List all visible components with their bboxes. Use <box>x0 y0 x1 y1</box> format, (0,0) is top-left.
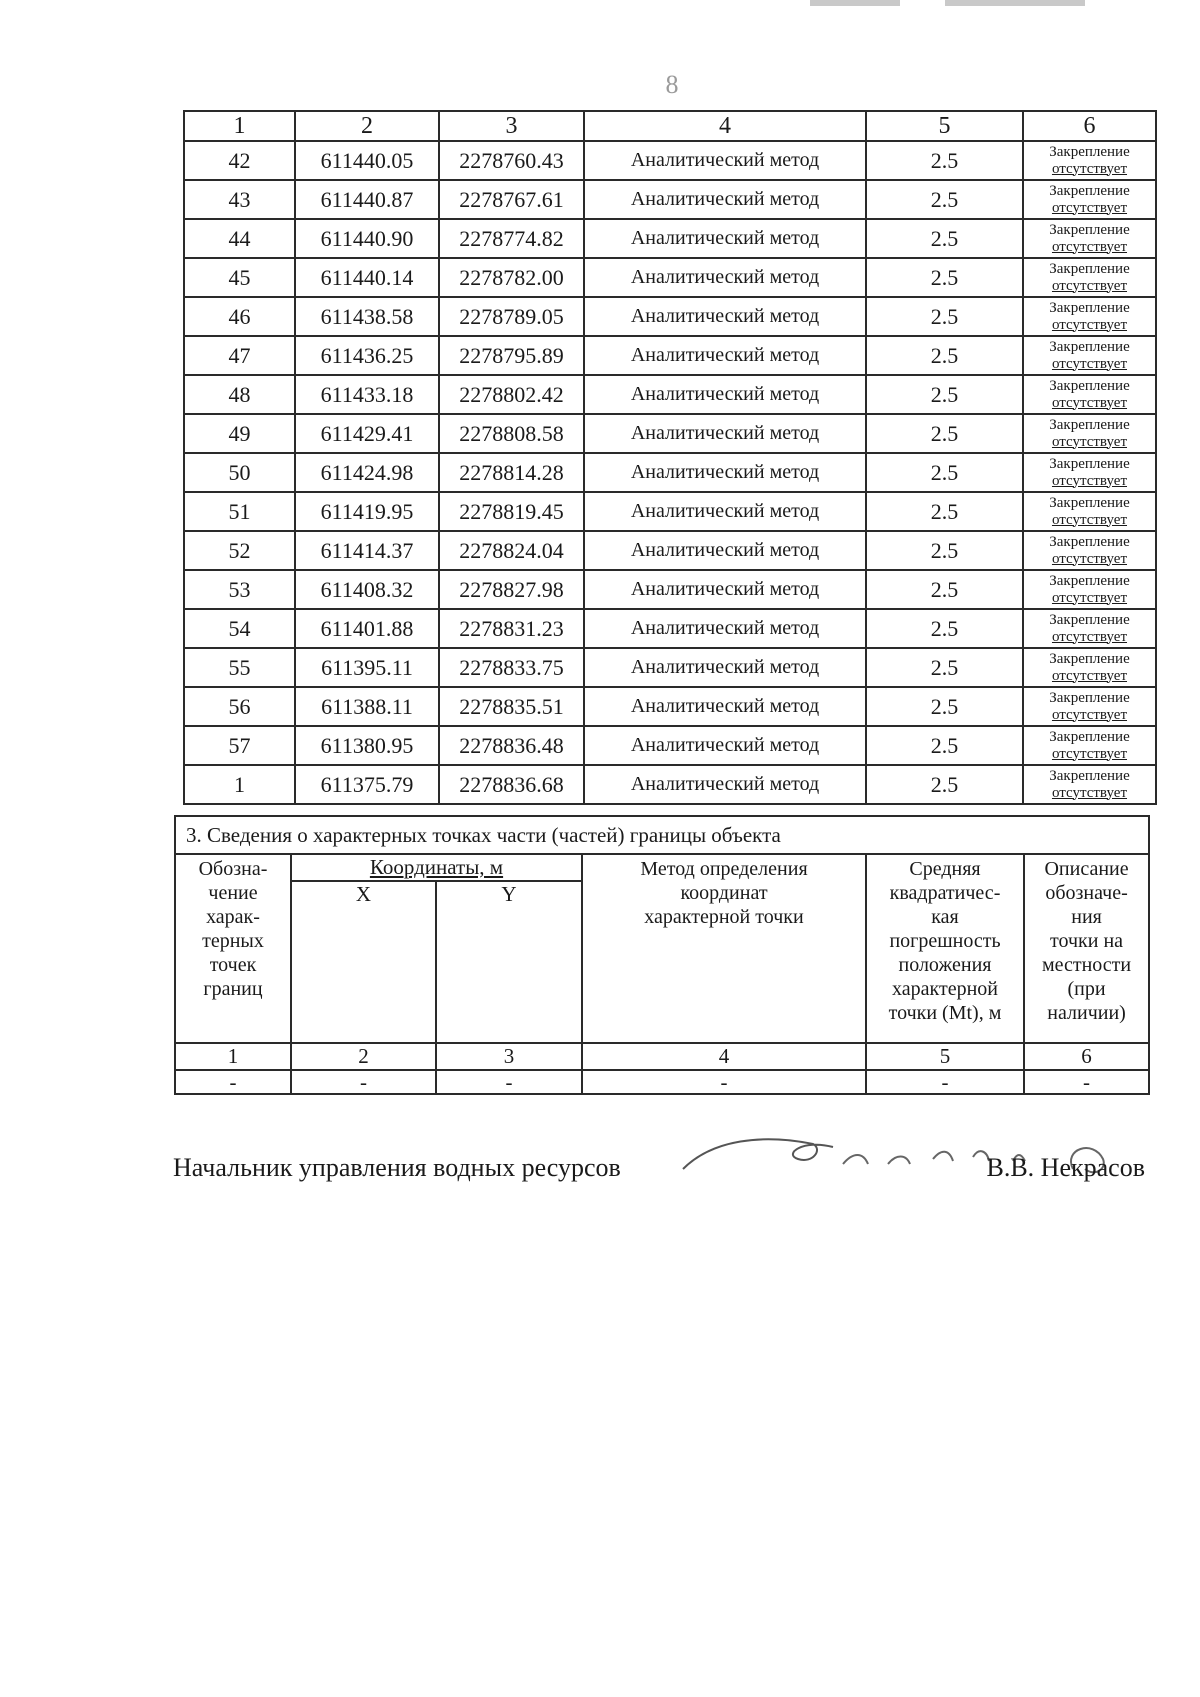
empty-cell: - <box>866 1070 1024 1094</box>
signatory-name: В.В. Некрасов <box>986 1153 1145 1182</box>
fixation-description: Закрепление отсутствует <box>1023 570 1156 609</box>
coord-y: 2278836.48 <box>439 726 584 765</box>
table-row <box>184 492 1156 531</box>
fixation-description: Закрепление отсутствует <box>1023 648 1156 687</box>
fixation-description: Закрепление отсутствует <box>1023 531 1156 570</box>
col-header-error-text: Средняя квадратичес- кая погрешность положения характерной точки (Mt), м <box>888 858 1002 1024</box>
error-mt: 2.5 <box>866 375 1023 414</box>
table-row <box>184 258 1156 297</box>
method: Аналитический метод <box>584 375 866 414</box>
col-number: 1 <box>175 1043 291 1070</box>
col-header-x: X <box>291 881 436 1043</box>
error-mt: 2.5 <box>866 492 1023 531</box>
coord-y: 2278802.42 <box>439 375 584 414</box>
coord-x: 611401.88 <box>295 609 439 648</box>
scan-mark <box>945 0 1085 6</box>
fixation-description: Закрепление отсутствует <box>1023 453 1156 492</box>
method: Аналитический метод <box>584 297 866 336</box>
empty-cell: - <box>175 1070 291 1094</box>
page-number: 8 <box>665 70 679 99</box>
col-header-method-text: Метод определения координат характерной точки <box>640 858 808 928</box>
table-row <box>184 414 1156 453</box>
method: Аналитический метод <box>584 414 866 453</box>
point-number: 52 <box>184 531 295 570</box>
error-mt: 2.5 <box>866 219 1023 258</box>
coord-x: 611433.18 <box>295 375 439 414</box>
coord-x: 611424.98 <box>295 453 439 492</box>
method: Аналитический метод <box>584 492 866 531</box>
table-row <box>184 453 1156 492</box>
coord-y: 2278831.23 <box>439 609 584 648</box>
error-mt: 2.5 <box>866 336 1023 375</box>
header-row <box>184 111 1156 141</box>
col-number: 3 <box>436 1043 582 1070</box>
coord-y: 2278767.61 <box>439 180 584 219</box>
coord-x: 611436.25 <box>295 336 439 375</box>
coord-y: 2278774.82 <box>439 219 584 258</box>
table-row <box>184 726 1156 765</box>
empty-cell: - <box>1024 1070 1149 1094</box>
table-row <box>184 375 1156 414</box>
signature-block <box>173 1153 1145 1193</box>
fixation-description: Закрепление отсутствует <box>1023 609 1156 648</box>
fixation-description: Закрепление отсутствует <box>1023 765 1156 804</box>
coord-x: 611429.41 <box>295 414 439 453</box>
coord-y: 2278814.28 <box>439 453 584 492</box>
coord-x: 611395.11 <box>295 648 439 687</box>
coord-y: 2278795.89 <box>439 336 584 375</box>
point-number: 49 <box>184 414 295 453</box>
table-row <box>184 336 1156 375</box>
method: Аналитический метод <box>584 453 866 492</box>
fixation-description: Закрепление отсутствует <box>1023 492 1156 531</box>
column-number-header: 1 <box>184 111 295 141</box>
error-mt: 2.5 <box>866 531 1023 570</box>
table-row <box>184 609 1156 648</box>
table-row <box>184 297 1156 336</box>
method: Аналитический метод <box>584 609 866 648</box>
coord-x: 611440.90 <box>295 219 439 258</box>
section-title: 3. Сведения о характерных точках части (частей) границы объекта <box>175 816 1149 854</box>
error-mt: 2.5 <box>866 414 1023 453</box>
col-number: 4 <box>582 1043 866 1070</box>
coord-y: 2278827.98 <box>439 570 584 609</box>
error-mt: 2.5 <box>866 258 1023 297</box>
coord-y: 2278760.43 <box>439 141 584 180</box>
coord-y: 2278836.68 <box>439 765 584 804</box>
fixation-description: Закрепление отсутствует <box>1023 687 1156 726</box>
coord-x: 611388.11 <box>295 687 439 726</box>
fixation-description: Закрепление отсутствует <box>1023 180 1156 219</box>
coord-y: 2278824.04 <box>439 531 584 570</box>
fixation-description: Закрепление отсутствует <box>1023 297 1156 336</box>
column-number-header: 4 <box>584 111 866 141</box>
method: Аналитический метод <box>584 570 866 609</box>
error-mt: 2.5 <box>866 180 1023 219</box>
col-header-y: Y <box>436 881 582 1043</box>
table-row <box>184 687 1156 726</box>
point-number: 50 <box>184 453 295 492</box>
empty-cell: - <box>582 1070 866 1094</box>
method: Аналитический метод <box>584 531 866 570</box>
column-number-header: 6 <box>1023 111 1156 141</box>
point-number: 43 <box>184 180 295 219</box>
point-number: 46 <box>184 297 295 336</box>
method: Аналитический метод <box>584 180 866 219</box>
col-number: 5 <box>866 1043 1024 1070</box>
boundary-points-table <box>183 110 1157 805</box>
point-number: 44 <box>184 219 295 258</box>
error-mt: 2.5 <box>866 687 1023 726</box>
method: Аналитический метод <box>584 336 866 375</box>
coord-x: 611440.05 <box>295 141 439 180</box>
empty-cell: - <box>436 1070 582 1094</box>
method: Аналитический метод <box>584 648 866 687</box>
error-mt: 2.5 <box>866 297 1023 336</box>
coord-y: 2278819.45 <box>439 492 584 531</box>
fixation-description: Закрепление отсутствует <box>1023 336 1156 375</box>
table-row <box>184 570 1156 609</box>
coord-x: 611414.37 <box>295 531 439 570</box>
table-row <box>184 141 1156 180</box>
fixation-description: Закрепление отсутствует <box>1023 258 1156 297</box>
coord-x: 611408.32 <box>295 570 439 609</box>
coord-y: 2278833.75 <box>439 648 584 687</box>
col-header-designation <box>175 854 291 1043</box>
coord-y: 2278835.51 <box>439 687 584 726</box>
col-header-error <box>866 854 1024 1043</box>
coord-x: 611419.95 <box>295 492 439 531</box>
error-mt: 2.5 <box>866 765 1023 804</box>
method: Аналитический метод <box>584 765 866 804</box>
fixation-description: Закрепление отсутствует <box>1023 219 1156 258</box>
fixation-description: Закрепление отсутствует <box>1023 375 1156 414</box>
coord-x: 611380.95 <box>295 726 439 765</box>
col-number: 2 <box>291 1043 436 1070</box>
empty-cell: - <box>291 1070 436 1094</box>
col-header-coordinates <box>291 854 582 881</box>
table-row <box>184 765 1156 804</box>
error-mt: 2.5 <box>866 726 1023 765</box>
column-number-header: 5 <box>866 111 1023 141</box>
method: Аналитический метод <box>584 258 866 297</box>
coord-x: 611440.87 <box>295 180 439 219</box>
fixation-description: Закрепление отсутствует <box>1023 726 1156 765</box>
error-mt: 2.5 <box>866 141 1023 180</box>
point-number: 45 <box>184 258 295 297</box>
column-number-header: 2 <box>295 111 439 141</box>
point-number: 1 <box>184 765 295 804</box>
table-row <box>184 648 1156 687</box>
point-number: 47 <box>184 336 295 375</box>
col-number: 6 <box>1024 1043 1149 1070</box>
point-number: 54 <box>184 609 295 648</box>
coordinates-label: Координаты, м <box>369 855 504 879</box>
col-header-description-text: Описание обозначе- ния точки на местности (при наличии) <box>1041 858 1132 1024</box>
point-number: 53 <box>184 570 295 609</box>
signatory-role: Начальник управления водных ресурсов <box>173 1153 621 1182</box>
point-number: 42 <box>184 141 295 180</box>
fixation-description: Закрепление отсутствует <box>1023 414 1156 453</box>
column-number-header: 3 <box>439 111 584 141</box>
part-points-table <box>174 815 1150 1095</box>
col-header-designation-text: Обозна- чение харак- терных точек границ <box>198 858 268 1000</box>
method: Аналитический метод <box>584 687 866 726</box>
point-number: 57 <box>184 726 295 765</box>
method: Аналитический метод <box>584 726 866 765</box>
error-mt: 2.5 <box>866 609 1023 648</box>
method: Аналитический метод <box>584 219 866 258</box>
coord-x: 611440.14 <box>295 258 439 297</box>
point-number: 55 <box>184 648 295 687</box>
coord-x: 611438.58 <box>295 297 439 336</box>
col-header-description <box>1024 854 1149 1043</box>
table-row <box>184 219 1156 258</box>
scan-mark <box>810 0 900 6</box>
method: Аналитический метод <box>584 141 866 180</box>
coord-x: 611375.79 <box>295 765 439 804</box>
coord-y: 2278782.00 <box>439 258 584 297</box>
error-mt: 2.5 <box>866 648 1023 687</box>
coord-y: 2278808.58 <box>439 414 584 453</box>
point-number: 48 <box>184 375 295 414</box>
fixation-description: Закрепление отсутствует <box>1023 141 1156 180</box>
point-number: 51 <box>184 492 295 531</box>
error-mt: 2.5 <box>866 453 1023 492</box>
point-number: 56 <box>184 687 295 726</box>
table-row <box>184 180 1156 219</box>
table-row <box>184 531 1156 570</box>
error-mt: 2.5 <box>866 570 1023 609</box>
coord-y: 2278789.05 <box>439 297 584 336</box>
col-header-method <box>582 854 866 1043</box>
